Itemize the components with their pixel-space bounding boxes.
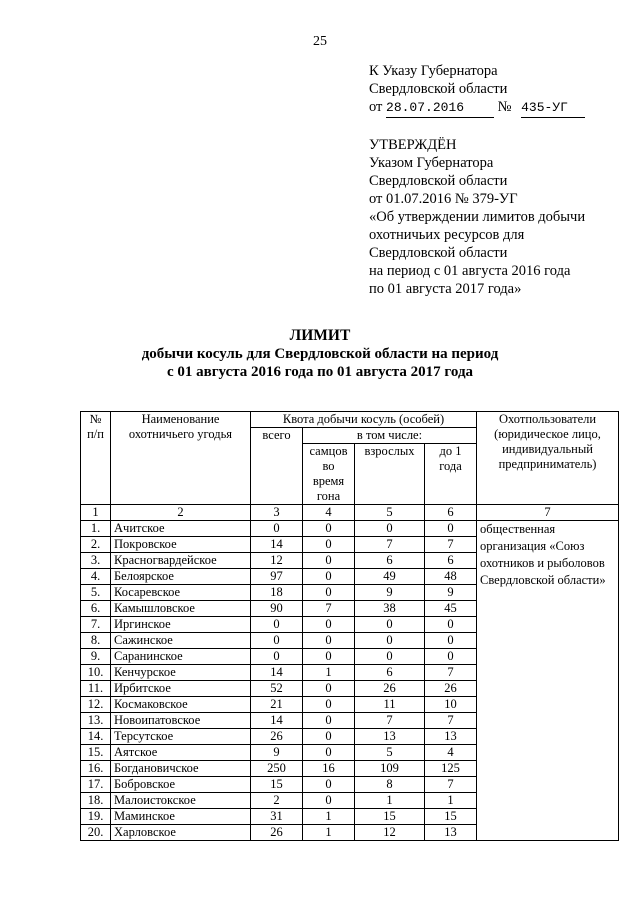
approved-line: от 01.07.2016 № 379-УГ [369,191,518,207]
row-males: 1 [303,825,355,841]
title-main: ЛИМИТ [289,327,351,344]
row-area-name: Терсутское [111,729,251,745]
row-adults: 109 [355,761,425,777]
row-number: 11. [81,681,111,697]
row-area-name: Маминское [111,809,251,825]
row-number: 15. [81,745,111,761]
row-area-name: Ачитское [111,521,251,537]
row-young: 9 [425,585,477,601]
decree-date: 28.07.2016 [386,99,494,118]
number-label: № [497,99,512,115]
row-males: 0 [303,617,355,633]
row-area-name: Ирбитское [111,681,251,697]
header-num: № п/п [81,412,111,505]
col-number: 4 [303,505,355,521]
row-young: 13 [425,825,477,841]
row-total: 9 [251,745,303,761]
row-number: 3. [81,553,111,569]
row-total: 14 [251,537,303,553]
row-number: 7. [81,617,111,633]
row-number: 17. [81,777,111,793]
row-males: 0 [303,713,355,729]
header-total: всего [251,428,303,505]
row-total: 14 [251,713,303,729]
col-number: 2 [111,505,251,521]
row-area-name: Аятское [111,745,251,761]
header-incl: в том числе: [303,428,477,444]
title-line3: с 01 августа 2016 года по 01 августа 2017 года [166,364,474,380]
row-area-name: Красногвардейское [111,553,251,569]
row-number: 2. [81,537,111,553]
row-total: 14 [251,665,303,681]
row-males: 0 [303,649,355,665]
table-row [81,521,619,537]
row-males: 0 [303,745,355,761]
row-total: 2 [251,793,303,809]
row-number: 13. [81,713,111,729]
row-number: 9. [81,649,111,665]
row-males: 0 [303,537,355,553]
row-males: 0 [303,553,355,569]
decree-reference [369,62,585,118]
row-number: 14. [81,729,111,745]
row-number: 5. [81,585,111,601]
row-area-name: Харловское [111,825,251,841]
row-area-name: Косаревское [111,585,251,601]
row-adults: 6 [355,665,425,681]
row-males: 1 [303,665,355,681]
row-number: 1. [81,521,111,537]
row-area-name: Новоипатовское [111,713,251,729]
row-area-name: Космаковское [111,697,251,713]
approved-line: охотничьих ресурсов для [369,227,525,243]
header-young: до 1 года [425,444,477,505]
col-number: 7 [477,505,619,521]
col-number: 3 [251,505,303,521]
row-adults: 26 [355,681,425,697]
row-adults: 0 [355,633,425,649]
row-number: 19. [81,809,111,825]
row-area-name: Покровское [111,537,251,553]
row-area-name: Камышловское [111,601,251,617]
row-adults: 5 [355,745,425,761]
col-number: 5 [355,505,425,521]
row-young: 4 [425,745,477,761]
row-young: 26 [425,681,477,697]
approved-heading: УТВЕРЖДЁН [369,137,457,153]
row-total: 18 [251,585,303,601]
row-number: 10. [81,665,111,681]
row-area-name: Малоистокское [111,793,251,809]
row-young: 15 [425,809,477,825]
row-area-name: Бобровское [111,777,251,793]
row-total: 0 [251,649,303,665]
row-total: 52 [251,681,303,697]
row-total: 12 [251,553,303,569]
row-males: 0 [303,777,355,793]
approved-block [369,136,625,298]
table-body [81,521,619,841]
row-males: 0 [303,569,355,585]
row-males: 7 [303,601,355,617]
hunting-user-cell: общественная организация «Союз охотников и рыболовов Свердловской области» [477,521,619,841]
row-total: 97 [251,569,303,585]
row-young: 7 [425,665,477,681]
row-adults: 49 [355,569,425,585]
row-young: 0 [425,633,477,649]
row-young: 13 [425,729,477,745]
row-young: 1 [425,793,477,809]
row-total: 0 [251,521,303,537]
row-number: 16. [81,761,111,777]
approved-line: Свердловской области [369,245,508,261]
header-name: Наименование охотничьего угодья [111,412,251,505]
row-adults: 11 [355,697,425,713]
header-row [81,412,619,428]
approved-line: Указом Губернатора [369,155,494,171]
row-number: 8. [81,633,111,649]
row-area-name: Богдановичское [111,761,251,777]
approved-line: Свердловской области [369,173,508,189]
row-total: 31 [251,809,303,825]
row-number: 20. [81,825,111,841]
row-number: 18. [81,793,111,809]
row-total: 0 [251,633,303,649]
decree-number: 435-УГ [521,99,585,118]
row-adults: 0 [355,617,425,633]
page-number: 25 [313,34,327,49]
row-young: 7 [425,777,477,793]
col-number: 6 [425,505,477,521]
row-males: 0 [303,793,355,809]
row-total: 90 [251,601,303,617]
row-males: 1 [303,809,355,825]
title-line2: добычи косуль для Свердловской области на период [141,346,499,362]
row-total: 15 [251,777,303,793]
row-males: 0 [303,681,355,697]
row-adults: 7 [355,537,425,553]
row-young: 10 [425,697,477,713]
row-young: 125 [425,761,477,777]
row-number: 12. [81,697,111,713]
column-number-row [81,505,619,521]
header-quota: Квота добычи косуль (особей) [251,412,477,428]
approved-line: на период с 01 августа 2016 года [369,263,571,279]
row-adults: 7 [355,713,425,729]
approved-line: по 01 августа 2017 года» [369,281,522,297]
decree-ref-line1: К Указу Губернатора [369,63,498,79]
approved-line: «Об утверждении лимитов добычи [369,209,586,225]
row-young: 45 [425,601,477,617]
row-males: 0 [303,585,355,601]
row-area-name: Иргинское [111,617,251,633]
row-number: 4. [81,569,111,585]
row-adults: 12 [355,825,425,841]
row-adults: 0 [355,521,425,537]
limit-table [80,411,619,841]
col-number: 1 [81,505,111,521]
row-adults: 9 [355,585,425,601]
row-young: 0 [425,649,477,665]
row-young: 7 [425,537,477,553]
row-young: 0 [425,617,477,633]
row-adults: 0 [355,649,425,665]
row-young: 0 [425,521,477,537]
header-users: Охотпользователи (юридическое лицо, индивидуальный предприниматель) [477,412,619,505]
row-males: 0 [303,633,355,649]
row-area-name: Сажинское [111,633,251,649]
row-adults: 38 [355,601,425,617]
decree-ref-date-line [369,98,585,118]
row-males: 0 [303,697,355,713]
row-adults: 1 [355,793,425,809]
row-males: 0 [303,521,355,537]
row-total: 26 [251,825,303,841]
row-total: 26 [251,729,303,745]
row-total: 0 [251,617,303,633]
document-title [0,327,640,381]
row-area-name: Саранинское [111,649,251,665]
ot-label: от [369,99,383,115]
row-adults: 15 [355,809,425,825]
row-males: 0 [303,729,355,745]
row-adults: 13 [355,729,425,745]
row-total: 21 [251,697,303,713]
row-young: 48 [425,569,477,585]
row-area-name: Белоярское [111,569,251,585]
row-adults: 6 [355,553,425,569]
decree-ref-line2: Свердловской области [369,81,508,97]
row-area-name: Кенчурское [111,665,251,681]
row-young: 7 [425,713,477,729]
row-total: 250 [251,761,303,777]
header-males: самцов во время гона [303,444,355,505]
row-young: 6 [425,553,477,569]
row-adults: 8 [355,777,425,793]
row-number: 6. [81,601,111,617]
row-males: 16 [303,761,355,777]
header-adults: взрослых [355,444,425,505]
